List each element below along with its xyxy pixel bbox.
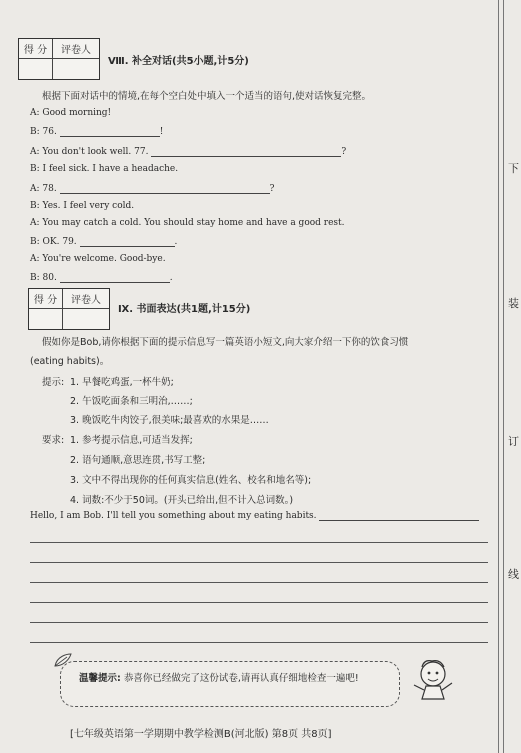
requirement-item-1: 1. 参考提示信息,可适当发挥; <box>70 435 193 446</box>
binding-char: 订 <box>508 435 519 448</box>
requirement-item-3: 3. 文中不得出现你的任何真实信息(姓名、校名和地名等); <box>70 475 312 486</box>
binding-char: 线 <box>508 568 519 581</box>
dialogue-line-2 <box>30 126 163 137</box>
reminder-body: 恭喜你已经做完了这份试卷,请再认真仔细地检查一遍吧! <box>123 673 359 684</box>
dialogue-line-5 <box>30 183 274 194</box>
grader-label: 评卷人 <box>63 289 109 309</box>
dialogue-text: I feel sick. I have a headache. <box>42 164 179 174</box>
score-box-9 <box>28 288 110 330</box>
speaker: A: <box>30 184 40 194</box>
answer-blank-76[interactable] <box>60 126 160 137</box>
grader-cell[interactable] <box>53 59 99 79</box>
answer-blank-78[interactable] <box>60 183 270 194</box>
score-label: 得 分 <box>19 39 53 59</box>
score-box-8 <box>18 38 100 80</box>
section-9-title: Ⅸ. 书面表达(共1题,计15分) <box>118 304 251 315</box>
dialogue-text: Yes. I feel very cold. <box>42 201 135 211</box>
section-8-instruction: 根据下面对话中的情境,在每个空白处中填入一个适当的语句,使对话恢复完整。 <box>42 91 372 102</box>
speaker: A: <box>30 108 40 118</box>
blank-tail: . <box>174 237 178 247</box>
dialogue-line-1 <box>30 108 111 118</box>
dialogue-line-6 <box>30 201 134 211</box>
blank-tail: ! <box>159 127 164 137</box>
writing-line[interactable] <box>30 542 488 543</box>
binding-char: 装 <box>508 297 519 310</box>
dialogue-text: OK. 79. <box>42 237 77 247</box>
dialogue-text: You may catch a cold. You should stay home and have a good rest. <box>42 218 345 228</box>
dialogue-line-8 <box>30 236 177 247</box>
writing-prompt-line-2: (eating habits)。 <box>30 356 110 367</box>
answer-blank-79[interactable] <box>80 236 175 247</box>
requirements-label: 要求: <box>42 435 65 446</box>
dialogue-line-4 <box>30 164 178 174</box>
section-8-title: Ⅷ. 补全对话(共5小题,计5分) <box>108 56 249 67</box>
requirement-item-2: 2. 语句通顺,意思连贯,书写工整; <box>70 455 206 466</box>
score-cell[interactable] <box>29 309 63 329</box>
writing-line[interactable] <box>30 642 488 643</box>
reminder-label: 温馨提示: <box>79 673 121 684</box>
hint-item-1: 1. 早餐吃鸡蛋,一杯牛奶; <box>70 377 174 388</box>
blank-tail: ? <box>269 184 275 194</box>
writing-line[interactable] <box>30 562 488 563</box>
speaker: B: <box>30 237 40 247</box>
blank-tail: ? <box>341 147 347 157</box>
speaker: A: <box>30 254 40 264</box>
dialogue-line-9 <box>30 254 166 264</box>
speaker: A: <box>30 147 40 157</box>
speaker: A: <box>30 218 40 228</box>
dialogue-text: You don't look well. 77. <box>42 147 149 157</box>
dialogue-text: 80. <box>42 273 57 283</box>
speaker: B: <box>30 164 40 174</box>
requirement-item-4: 4. 词数:不少于50词。(开头已给出,但不计入总词数。) <box>70 495 294 506</box>
essay-opening-text: Hello, I am Bob. I'll tell you something about my eating habits. <box>30 511 317 521</box>
speaker: B: <box>30 127 40 137</box>
binding-line <box>498 0 499 753</box>
reminder-box <box>60 661 400 707</box>
cartoon-mascot-illustration <box>410 657 456 703</box>
reminder-text <box>79 670 399 688</box>
dialogue-text: 78. <box>42 184 57 194</box>
dialogue-line-7 <box>30 218 345 228</box>
writing-line[interactable] <box>30 582 488 583</box>
writing-line[interactable] <box>30 602 488 603</box>
essay-opening <box>30 510 479 521</box>
binding-line <box>503 0 504 753</box>
dialogue-text: Good morning! <box>42 108 112 118</box>
essay-first-line[interactable] <box>319 510 479 521</box>
speaker: B: <box>30 201 40 211</box>
speaker: B: <box>30 273 40 283</box>
dialogue-text: You're welcome. Good-bye. <box>42 254 166 264</box>
hints-label: 提示: <box>42 377 65 388</box>
hint-item-3: 3. 晚饭吃牛肉饺子,很美味;最喜欢的水果是…… <box>70 415 269 426</box>
grader-cell[interactable] <box>63 309 109 329</box>
writing-line[interactable] <box>30 622 488 623</box>
answer-blank-80[interactable] <box>60 272 170 283</box>
hint-item-2: 2. 午饭吃面条和三明治,……; <box>70 396 193 407</box>
score-label: 得 分 <box>29 289 63 309</box>
dialogue-line-3 <box>30 146 346 157</box>
writing-prompt-line-1: 假如你是Bob,请你根据下面的提示信息写一篇英语小短文,向大家介绍一下你的饮食习惯 <box>42 337 409 348</box>
dialogue-line-10 <box>30 272 173 283</box>
score-cell[interactable] <box>19 59 53 79</box>
answer-blank-77[interactable] <box>151 146 341 157</box>
leaf-icon <box>53 652 73 668</box>
binding-char: 下 <box>508 162 519 175</box>
blank-tail: . <box>169 273 173 283</box>
grader-label: 评卷人 <box>53 39 99 59</box>
page-footer: [七年级英语第一学期期中教学检测B(河北版) 第8页 共8页] <box>70 729 332 740</box>
dialogue-text: 76. <box>42 127 57 137</box>
